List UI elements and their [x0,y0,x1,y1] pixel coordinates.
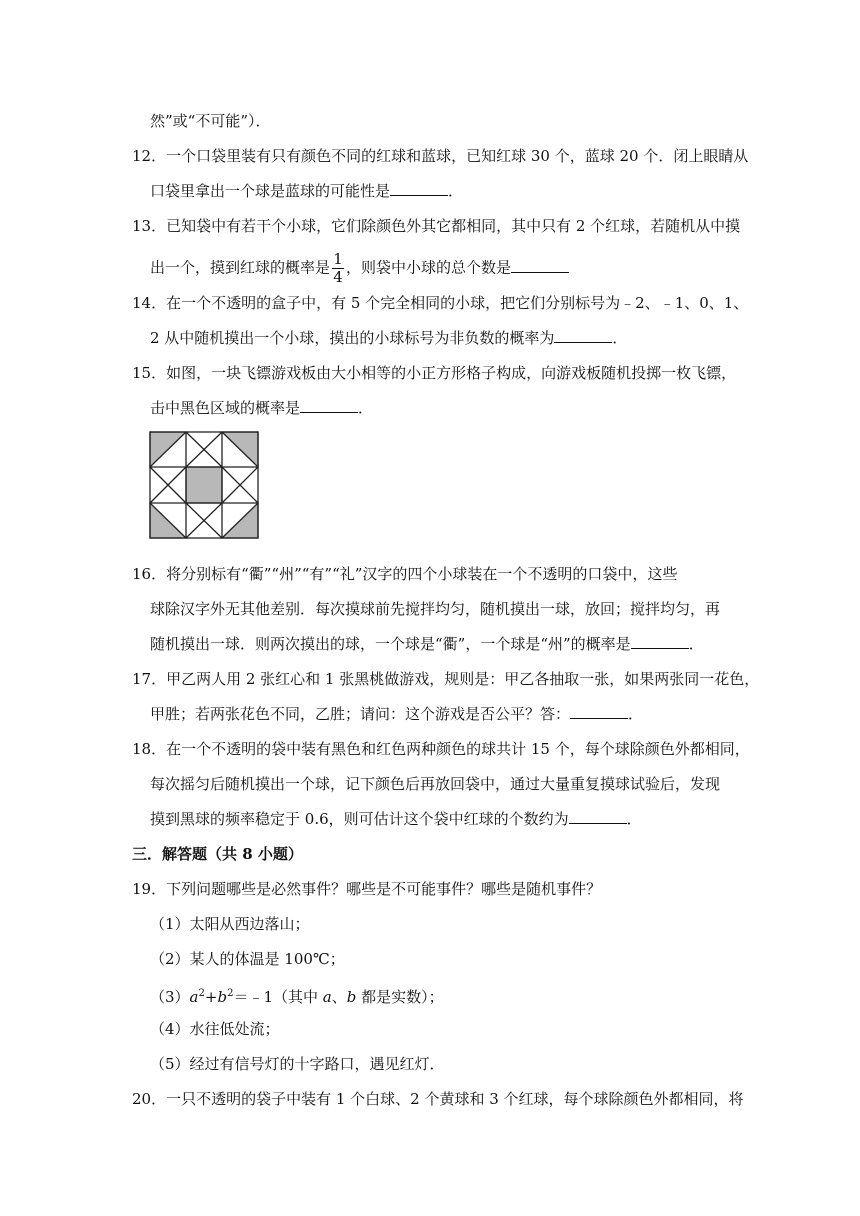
math-exponent: 2 [227,988,234,999]
question-19-item-2: （2）某人的体温是 100℃； [150,950,345,968]
item-prefix: （3） [150,988,190,1006]
question-13-line-1: 13．已知袋中有若干个小球，它们除颜色外其它都相同，其中只有 2 个红球，若随机从中摸 [132,217,741,235]
question-17-line-1: 17．甲乙两人用 2 张红心和 1 张黑桃做游戏，规则是：甲乙各抽取一张，如果两张同一花色， [132,670,760,688]
punctuation: ． [358,399,374,417]
shaded-center-square [186,467,222,503]
punctuation: ． [626,810,642,828]
question-12-line-2 [150,180,463,202]
math-var: a [322,988,332,1006]
punctuation: ． [688,635,704,653]
fraction-numerator: 1 [333,250,343,268]
question-19-item-5: （5）经过有信号灯的十字路口，遇见红灯． [150,1055,445,1073]
question-18-line-3 [150,808,642,830]
answer-blank [300,398,358,413]
shaded-triangle [150,503,186,538]
question-text: 甲胜；若两张花色不同，乙胜；请问：这个游戏是否公平？答： [150,705,571,723]
answer-blank [631,634,689,649]
question-text: 随机摸出一球．则两次摸出的球，一个球是“衢”，一个球是“州”的概率是 [150,635,631,653]
question-text: 2 从中随机摸出一个小球，摸出的小球标号为非负数的概率为 [150,329,555,347]
question-text: 出一个，摸到红球的概率是 [150,258,331,277]
question-16-line-3 [150,633,704,655]
question-19-item-4: （4）水往低处流； [150,1020,280,1038]
shaded-triangle [150,432,186,467]
question-15-line-1: 15．如图，一块飞镖游戏板由大小相等的小正方形格子构成，向游戏板随机投掷一枚飞镖， [132,364,737,382]
item-text: 、 [331,988,347,1006]
question-12-line-1: 12．一个口袋里装有只有颜色不同的红球和蓝球，已知红球 30 个，蓝球 20 个．闭上眼睛从 [132,147,749,165]
item-text: ＝﹣1（其中 [233,988,323,1006]
math-var: b [217,988,228,1006]
question-18-line-1: 18．在一个不透明的袋中装有黑色和红色两种颜色的球共计 15 个，每个球除颜色外都相同， [132,740,750,758]
question-text: ，则袋中小球的总个数是 [346,258,512,277]
question-text: 口袋里拿出一个球是蓝球的可能性是 [150,182,391,200]
item-text: 都是实数）； [356,988,444,1006]
question-20-line-1: 20．一只不透明的袋子中装有 1 个白球、2 个黄球和 3 个红球，每个球除颜色外都相同，将 [132,1090,744,1108]
question-text: 摸到黑球的频率稳定于 0.6，则可估计这个袋中红球的个数约为 [150,810,569,828]
question-text: 击中黑色区域的概率是 [150,399,301,417]
question-16-line-1: 16．将分别标有“衢”“州”“有”“礼”汉字的四个小球装在一个不透明的口袋中，这些 [132,565,678,583]
question-18-line-2: 每次摇匀后随机摸出一个球，记下颜色后再放回袋中，通过大量重复摸球试验后，发现 [150,775,721,793]
question-13-line-2 [150,252,569,285]
question-15-line-2 [150,397,373,419]
answer-blank [390,181,448,196]
shaded-triangle [222,432,258,467]
math-var: b [346,988,357,1006]
punctuation: ． [448,182,464,200]
question-16-line-2: 球除汉字外无其他差别．每次摸球前先搅拌均匀，随机摸出一球，放回；搅拌均匀，再 [150,600,721,618]
question-19-item-3 [150,983,444,1008]
dartboard-figure [148,430,260,540]
answer-blank [569,809,627,824]
math-var: a [189,988,199,1006]
punctuation: ． [628,705,644,723]
punctuation: ． [612,329,628,347]
math-op: + [204,988,218,1006]
shaded-triangle [222,503,258,538]
section-heading: 三．解答题（共 8 小题） [132,845,303,863]
question-19-line-1: 19．下列问题哪些是必然事件？哪些是不可能事件？哪些是随机事件？ [132,880,602,898]
question-17-line-2 [150,703,643,725]
fraction [332,252,344,285]
answer-blank [570,704,628,719]
answer-blank [511,258,569,273]
fraction-denominator: 4 [333,268,343,286]
question-14-line-1: 14．在一个不透明的盒子中，有 5 个完全相同的小球，把它们分别标号为﹣2、﹣1、0、1、 [132,294,749,312]
text-line: 然”或“不可能”）． [150,112,271,130]
question-19-item-1: （1）太阳从西边落山； [150,915,310,933]
answer-blank [554,328,612,343]
math-exponent: 2 [198,988,205,999]
question-14-line-2 [150,327,627,349]
